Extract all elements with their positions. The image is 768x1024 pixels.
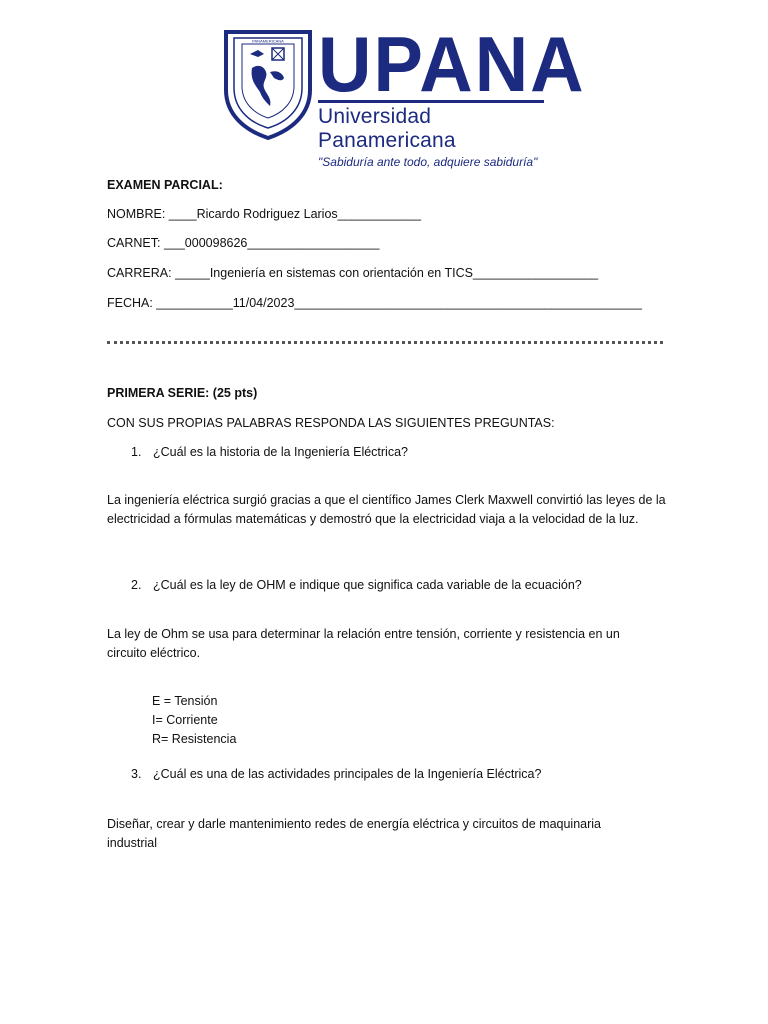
student-name-field: NOMBRE: ____Ricardo Rodriguez Larios____________ [107,207,422,221]
question-2 [131,578,582,592]
question-number: 2. [131,578,142,592]
variable-e: E = Tensión [152,694,218,708]
question-number: 3. [131,767,142,781]
career-field: CARRERA: _____Ingeniería en sistemas con orientación en TICS__________________ [107,266,599,280]
section-divider [107,341,663,344]
student-id-field: CARNET: ___000098626___________________ [107,236,380,250]
question-text: ¿Cuál es la historia de la Ingeniería Eléctrica? [153,445,408,459]
university-wordmark [318,20,586,169]
question-text: ¿Cuál es una de las actividades principales de la Ingeniería Eléctrica? [153,767,542,781]
question-1 [131,445,408,459]
question-3 [131,767,541,781]
brand-name: UPANA [318,20,586,108]
answer-1: La ingeniería eléctrica surgió gracias a que el científico James Clerk Maxwell convirtió las leyes de la electricidad a fórmulas matemáticas y demostró que la electricidad viaja a la velocidad de la luz. [107,493,666,526]
answer-3: Diseñar, crear y darle mantenimiento redes de energía eléctrica y circuitos de maquinaria industrial [107,817,601,850]
section-instructions: CON SUS PROPIAS PALABRAS RESPONDA LAS SIGUIENTES PREGUNTAS: [107,416,555,430]
variable-i: I= Corriente [152,713,218,727]
date-field: FECHA: ___________11/04/2023__________________________________________________ [107,296,643,310]
svg-text:PANAMERICANA: PANAMERICANA [252,38,284,44]
exam-title: EXAMEN PARCIAL: [107,178,223,192]
section-title: PRIMERA SERIE: (25 pts) [107,386,258,400]
university-motto: "Sabiduría ante todo, adquiere sabiduría" [318,155,538,169]
question-text: ¿Cuál es la ley de OHM e indique que significa cada variable de la ecuación? [153,578,582,592]
question-number: 1. [131,445,142,459]
variable-r: R= Resistencia [152,732,237,746]
university-name: Universidad Panamericana [318,105,456,152]
answer-2: La ley de Ohm se usa para determinar la relación entre tensión, corriente y resistencia en un circuito eléctrico. [107,627,620,660]
university-seal-logo [222,28,314,140]
